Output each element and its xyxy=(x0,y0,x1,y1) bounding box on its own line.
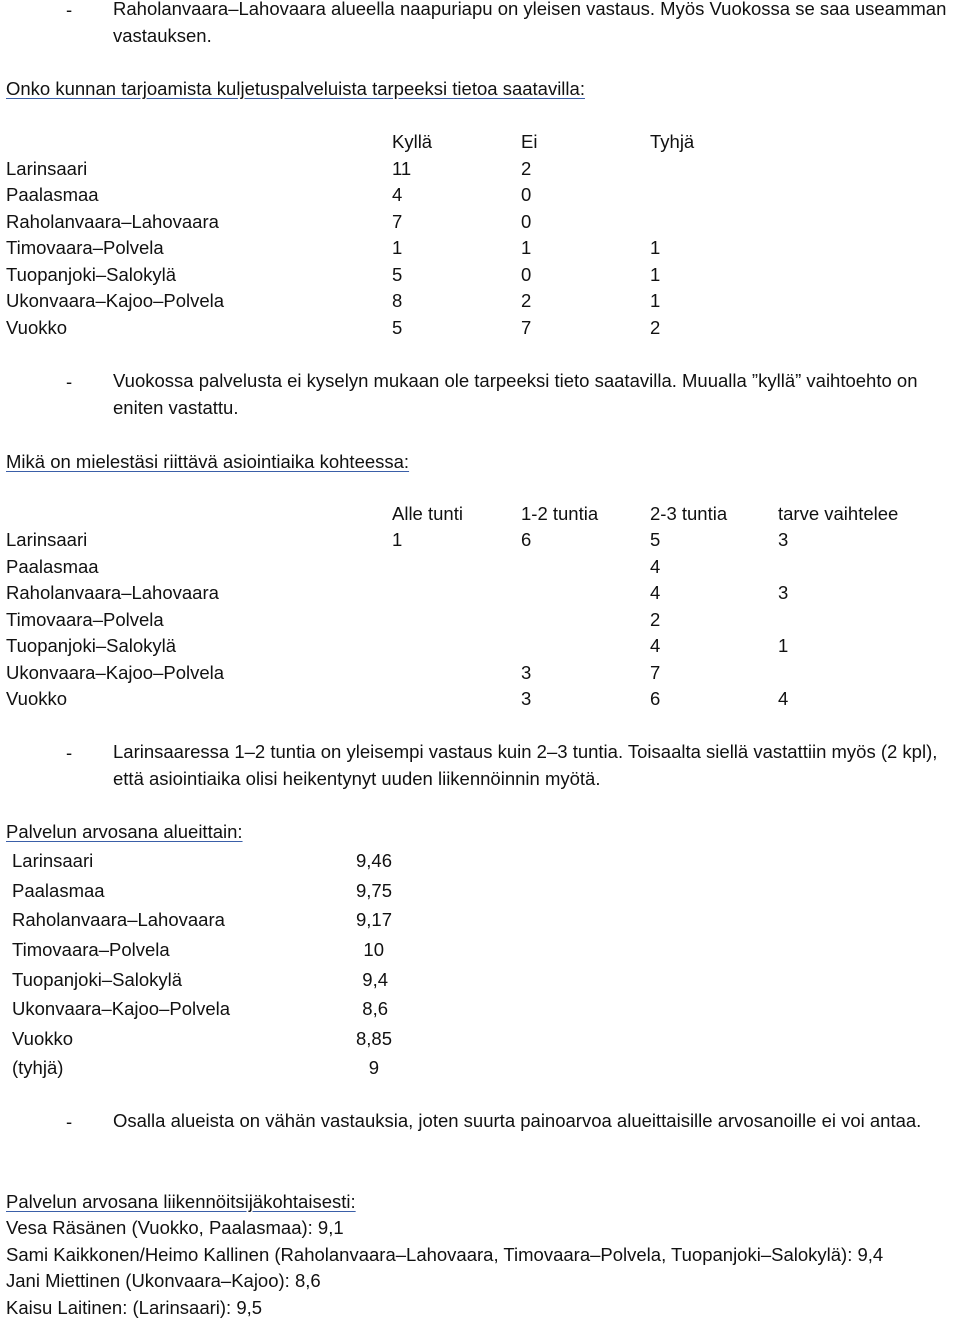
table-cell: 4 xyxy=(392,184,403,205)
operator-line: Sami Kaikkonen/Heimo Kallinen (Raholanvaara–Lahovaara, Timovaara–Polvela, Tuopanjoki–Salokylä): 9,4 xyxy=(6,1244,884,1265)
table-cell: 5 xyxy=(392,264,403,285)
table-cell: 3 xyxy=(521,688,532,709)
table-row xyxy=(0,287,960,314)
area-name: Raholanvaara–Lahovaara xyxy=(6,582,219,603)
column-header: Tyhjä xyxy=(650,131,695,152)
operator-line: Kaisu Laitinen: (Larinsaari): 9,5 xyxy=(6,1297,263,1318)
table-row xyxy=(0,208,960,235)
area-name: Raholanvaara–Lahovaara xyxy=(12,909,225,930)
table-cell: 3 xyxy=(521,662,532,683)
table-cell: 1 xyxy=(778,635,789,656)
table-cell: 5 xyxy=(650,529,661,550)
table-cell: 1 xyxy=(650,264,661,285)
column-header: 1-2 tuntia xyxy=(521,503,599,524)
table-row xyxy=(0,1053,960,1083)
area-name: Ukonvaara–Kajoo–Polvela xyxy=(6,290,225,311)
table-cell: 8 xyxy=(392,290,403,311)
grades-by-operator-heading: Palvelun arvosana liikennöitsijäkohtaisesti: xyxy=(6,1191,356,1212)
column-header: Ei xyxy=(521,131,538,152)
table-cell: 2 xyxy=(521,290,532,311)
table-cell: 1 xyxy=(392,529,403,550)
grade-value: 10 xyxy=(363,939,384,960)
bullet-dash: - xyxy=(66,371,73,392)
bullet-text: Larinsaaressa 1–2 tuntia on yleisempi vastaus kuin 2–3 tuntia. Toisaalta siellä vastattiin myös (2 kpl), että asiointiaika olisi heikentynyt uuden liikennöinnin myötä. xyxy=(113,741,938,789)
bullet-text: Osalla alueista on vähän vastauksia, joten suurta painoarvoa alueittaisille arvosanoille ei voi antaa. xyxy=(113,1110,922,1131)
table-cell: 1 xyxy=(650,237,661,258)
operator-line: Vesa Räsänen (Vuokko, Paalasmaa): 9,1 xyxy=(6,1217,344,1238)
table-cell: 11 xyxy=(392,158,412,179)
area-name: Paalasmaa xyxy=(6,556,99,577)
table-row xyxy=(0,994,960,1024)
table-cell: 7 xyxy=(650,662,661,683)
table-row xyxy=(0,965,960,995)
table-row xyxy=(0,155,960,182)
table-cell: 6 xyxy=(521,529,532,550)
table-row xyxy=(0,606,960,633)
bullet-dash: - xyxy=(66,1111,73,1132)
table-row xyxy=(0,181,960,208)
table-cell: 4 xyxy=(778,688,789,709)
table-cell: 0 xyxy=(521,211,532,232)
table-cell: 1 xyxy=(392,237,403,258)
table-row xyxy=(0,261,960,288)
area-name: Tuopanjoki–Salokylä xyxy=(12,969,183,990)
table-cell: 5 xyxy=(392,317,403,338)
table-row xyxy=(0,659,960,686)
grade-value: 8,6 xyxy=(362,998,388,1019)
table-row xyxy=(0,685,960,712)
area-name: Tuopanjoki–Salokylä xyxy=(6,264,177,285)
grades-by-area-heading: Palvelun arvosana alueittain: xyxy=(6,821,243,842)
table-row xyxy=(0,935,960,965)
table-row xyxy=(0,905,960,935)
table-row xyxy=(0,234,960,261)
table-cell: 0 xyxy=(521,264,532,285)
area-name: Vuokko xyxy=(12,1028,74,1049)
table-cell: 2 xyxy=(650,609,661,630)
table-cell: 3 xyxy=(778,529,789,550)
column-header: tarve vaihtelee xyxy=(778,503,899,524)
area-name: (tyhjä) xyxy=(12,1057,64,1078)
table-cell: 1 xyxy=(521,237,532,258)
area-name: Vuokko xyxy=(6,688,68,709)
bullet-dash: - xyxy=(66,0,73,20)
table-cell: 1 xyxy=(650,290,661,311)
table-cell: 7 xyxy=(521,317,532,338)
table-cell: 2 xyxy=(521,158,532,179)
table-cell: 4 xyxy=(650,635,661,656)
grade-value: 9,46 xyxy=(355,850,392,871)
area-name: Vuokko xyxy=(6,317,68,338)
bullet-dash: - xyxy=(66,742,73,763)
table-row xyxy=(0,553,960,580)
operator-line: Jani Miettinen (Ukonvaara–Kajoo): 8,6 xyxy=(6,1270,321,1291)
table-cell: 4 xyxy=(650,582,661,603)
area-name: Raholanvaara–Lahovaara xyxy=(6,211,219,232)
table-row xyxy=(0,314,960,341)
duration-heading: Mikä on mielestäsi riittävä asiointiaika kohteessa: xyxy=(6,451,410,472)
table-row xyxy=(0,579,960,606)
table-cell: 3 xyxy=(778,582,789,603)
area-name: Paalasmaa xyxy=(12,880,105,901)
area-name: Tuopanjoki–Salokylä xyxy=(6,635,177,656)
column-header: Alle tunti xyxy=(392,503,463,524)
bullet-text: Vuokossa palvelusta ei kyselyn mukaan ole tarpeeksi tieto saatavilla. Muualla ”kyllä” vaihtoehto on eniten vastattu. xyxy=(113,370,918,418)
table-row xyxy=(0,1024,960,1054)
grade-value: 9,4 xyxy=(362,969,388,990)
table-row xyxy=(0,876,960,906)
info-table-header xyxy=(0,128,960,155)
table-cell: 2 xyxy=(650,317,661,338)
area-name: Timovaara–Polvela xyxy=(6,609,164,630)
info-heading: Onko kunnan tarjoamista kuljetuspalveluista tarpeeksi tietoa saatavilla: xyxy=(6,78,585,99)
table-cell: 0 xyxy=(521,184,532,205)
area-name: Larinsaari xyxy=(12,850,94,871)
area-name: Ukonvaara–Kajoo–Polvela xyxy=(12,998,231,1019)
area-name: Paalasmaa xyxy=(6,184,99,205)
table-row xyxy=(0,632,960,659)
duration-table-header xyxy=(0,500,960,527)
grade-value: 9,17 xyxy=(355,909,392,930)
area-name: Larinsaari xyxy=(6,529,88,550)
area-name: Ukonvaara–Kajoo–Polvela xyxy=(6,662,225,683)
table-cell: 7 xyxy=(392,211,403,232)
grade-value: 9 xyxy=(368,1057,379,1078)
table-row xyxy=(0,526,960,553)
table-cell: 4 xyxy=(650,556,661,577)
table-row xyxy=(0,846,960,876)
bullet-text: Raholanvaara–Lahovaara alueella naapuriapu on yleisen vastaus. Myös Vuokossa se saa useamman vastauksen. xyxy=(113,0,947,46)
grade-value: 9,75 xyxy=(355,880,392,901)
column-header: Kyllä xyxy=(392,131,433,152)
column-header: 2-3 tuntia xyxy=(650,503,728,524)
area-name: Timovaara–Polvela xyxy=(6,237,164,258)
grade-value: 8,85 xyxy=(355,1028,392,1049)
area-name: Timovaara–Polvela xyxy=(12,939,170,960)
area-name: Larinsaari xyxy=(6,158,88,179)
table-cell: 6 xyxy=(650,688,661,709)
